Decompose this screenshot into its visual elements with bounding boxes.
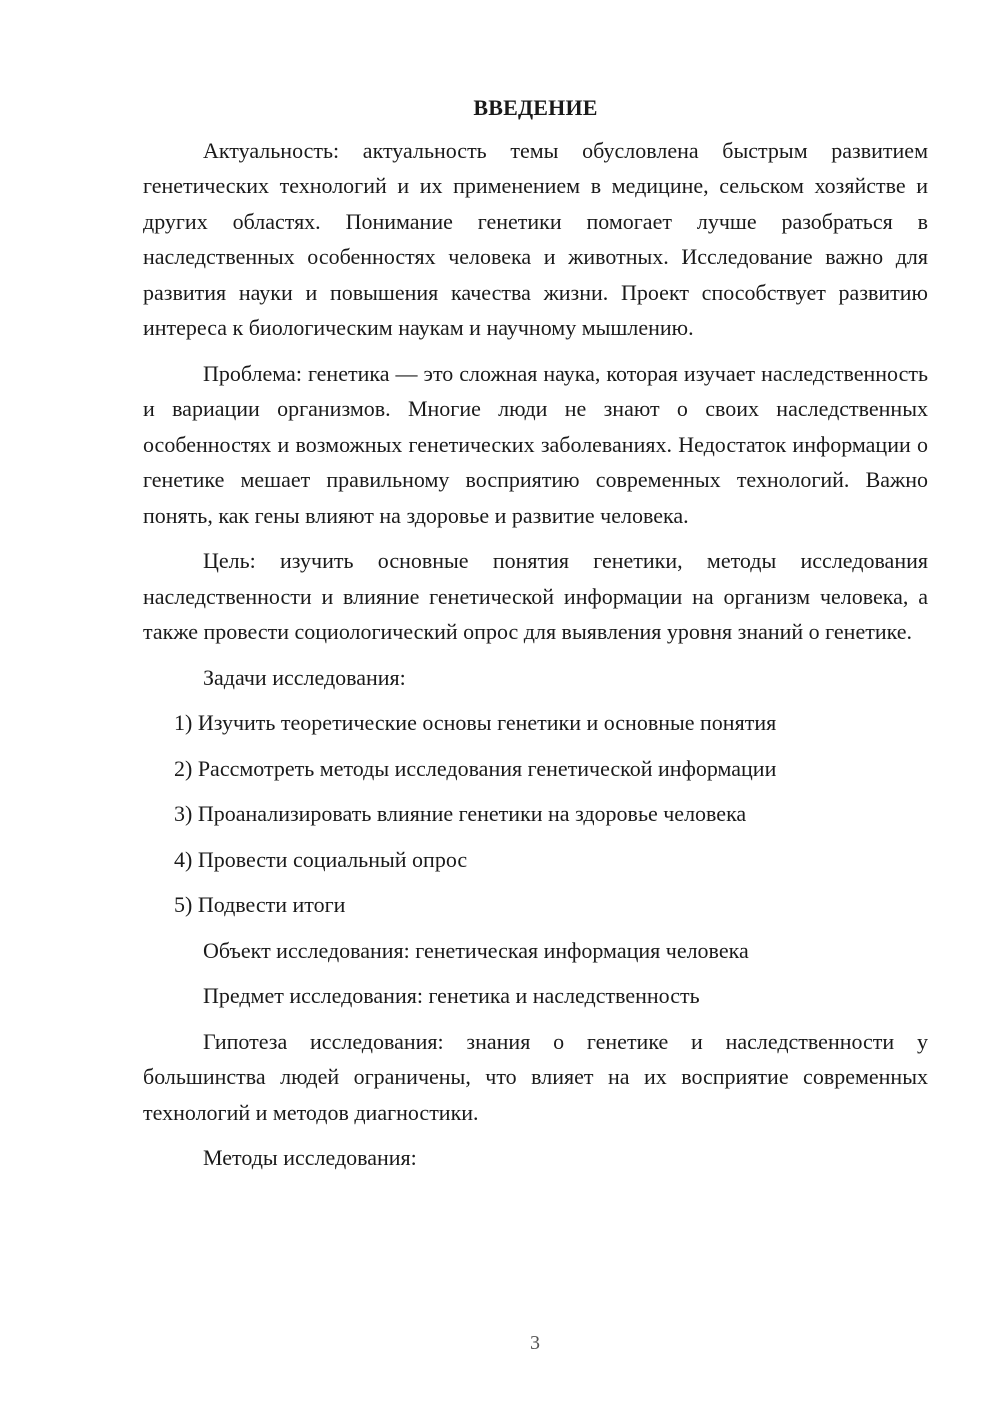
object-paragraph: Объект исследования: генетическая информация человека	[203, 937, 749, 963]
relevance-paragraph: Актуальность: актуальность темы обусловлена быстрым развитием генетических технологий и их применением в медицине, сельском хозяйстве и других областях. Понимание генетики помогает лучше разобраться в наследственных особенностях человека и животных. Исследование важно для развития науки и повышения качества жизни. Проект способствует развитию интереса к биологическим наукам и научному мышлению.	[143, 137, 928, 340]
task-item: 4) Провести социальный опрос	[174, 846, 468, 872]
task-item: 2) Рассмотреть методы исследования генетической информации	[174, 755, 777, 781]
page-title: ВВЕДЕНИЕ	[473, 95, 598, 120]
methods-heading: Методы исследования:	[203, 1145, 417, 1170]
document-page	[143, 90, 928, 1186]
task-item: 5) Подвести итоги	[174, 892, 346, 917]
tasks-heading: Задачи исследования:	[203, 664, 406, 690]
subject-paragraph: Предмет исследования: генетика и наследственность	[203, 983, 700, 1008]
task-item: 1) Изучить теоретические основы генетики и основные понятия	[174, 710, 777, 735]
problem-paragraph: Проблема: генетика — это сложная наука, которая изучает наследственность и вариации организмов. Многие люди не знают о своих наследственных особенностях и возможных генетических заболеваниях. Недостаток информации о генетике мешает правильному восприятию современных технологий. Важно понять, как гены влияют на здоровье и развитие человека.	[143, 360, 928, 528]
tasks-list	[143, 705, 928, 923]
hypothesis-paragraph: Гипотеза исследования: знания о генетике и наследственности у большинства людей ограничены, что влияет на их восприятие современных технологий и методов диагностики.	[143, 1028, 928, 1125]
task-item: 3) Проанализировать влияние генетики на здоровье человека	[174, 801, 747, 826]
goal-paragraph: Цель: изучить основные понятия генетики, методы исследования наследственности и влияние генетической информации на организм человека, а также провести социологический опрос для выявления уровня знаний о генетике.	[143, 548, 928, 644]
page-number: 3	[530, 1332, 540, 1354]
